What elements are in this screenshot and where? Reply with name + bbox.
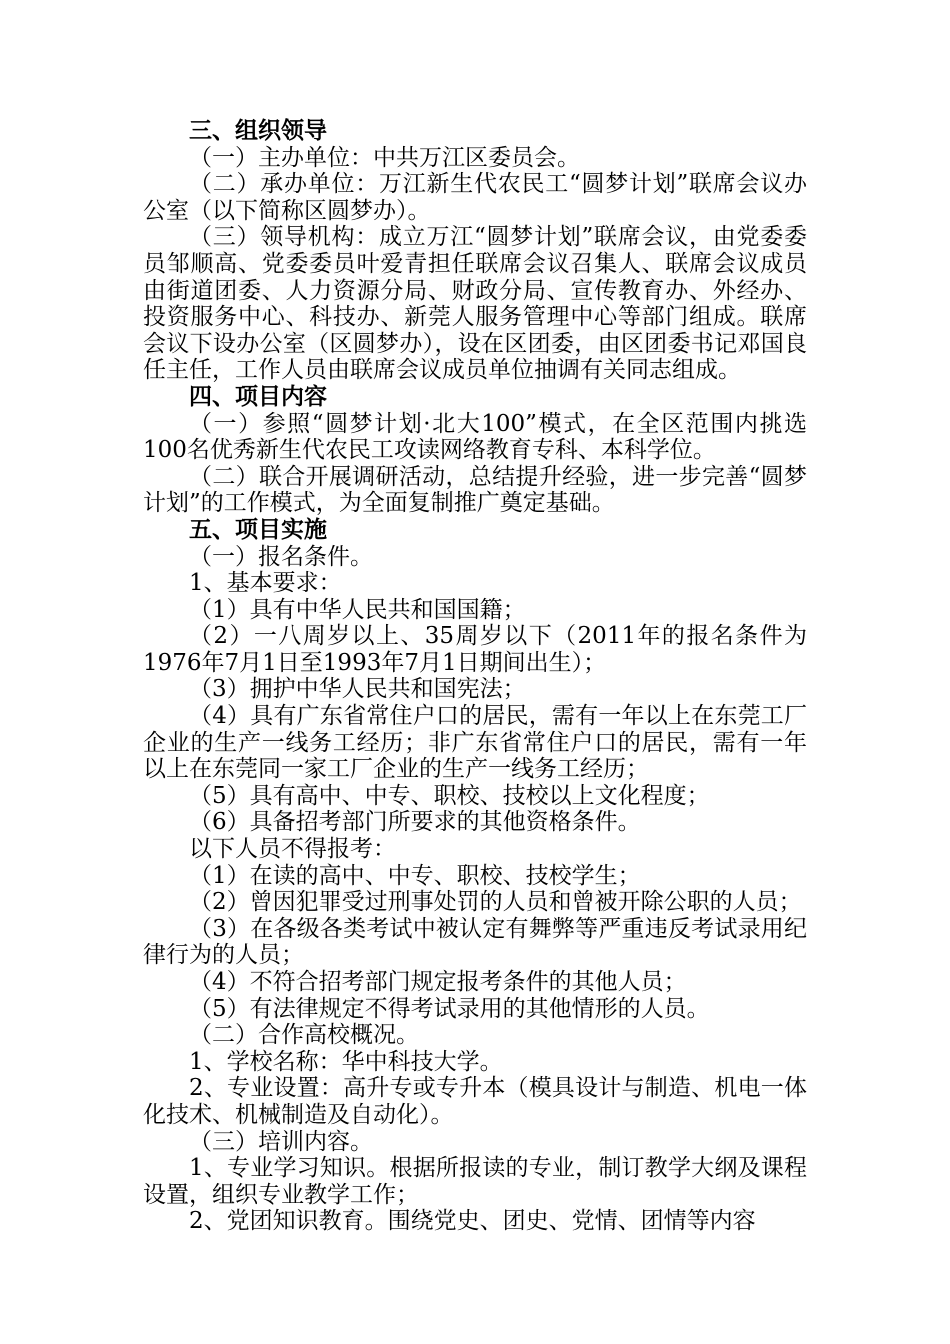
body-paragraph: （4）具有广东省常住户口的居民，需有一年以上在东莞工厂企业的生产一线务工经历；非广东省常住户口的居民，需有一年以上在东莞同一家工厂企业的生产一线务工经历； (143, 703, 807, 783)
body-paragraph: （1）在读的高中、中专、职校、技校学生； (189, 862, 641, 889)
body-paragraph: （二）承办单位：万江新生代农民工“圆梦计划”联席会议办公室（以下简称区圆梦办）。 (143, 171, 807, 224)
body-paragraph: （3）在各级各类考试中被认定有舞弊等严重违反考试录用纪律行为的人员； (143, 915, 807, 969)
body-paragraph: （三）领导机构：成立万江“圆梦计划”联席会议，由党委委员邹顺高、党委委员叶爱青担任联席会议召集人、联席会议成员由街道团委、人力资源分局、财政分局、宣传教育办、外经办、投资服务中心、科技办、新莞人服务管理中心等部门组成。联席会议下设办公室（区圆梦办），设在区团委，由区团委书记邓国良任主任，工作人员由联席会议成员单位抽调有关同志组成。 (143, 224, 807, 384)
body-paragraph: （5）有法律规定不得考试录用的其他情形的人员。 (189, 995, 710, 1022)
body-paragraph: （2）一八周岁以上、35周岁以下（2011年的报名条件为1976年7月1日至1993年7月1日期间出生）； (143, 623, 807, 676)
body-paragraph: 1、专业学习知识。根据所报读的专业，制订教学大纲及课程设置，组织专业教学工作； (143, 1155, 807, 1208)
document-body (143, 118, 807, 1235)
body-paragraph: （6）具备招考部门所要求的其他资格条件。 (189, 809, 641, 836)
section-heading: 四、项目内容 (189, 382, 327, 410)
body-paragraph: （一）主办单位：中共万江区委员会。 (189, 144, 580, 171)
body-paragraph: （5）具有高中、中专、职校、技校以上文化程度； (189, 782, 710, 809)
body-paragraph: （3）拥护中华人民共和国宪法； (189, 676, 526, 703)
body-paragraph: 2、党团知识教育。围绕党史、团史、党情、团情等内容 (189, 1208, 756, 1235)
body-paragraph: （二）联合开展调研活动，总结提升经验，进一步完善“圆梦计划”的工作模式，为全面复制推广奠定基础。 (143, 463, 807, 517)
body-paragraph: 2、专业设置：高升专或专升本（模具设计与制造、机电一体化技术、机械制造及自动化）。 (143, 1075, 807, 1128)
body-paragraph: （一）报名条件。 (189, 543, 373, 570)
body-paragraph: （1）具有中华人民共和国国籍； (189, 596, 526, 623)
body-paragraph: 1、基本要求： (189, 570, 342, 597)
body-paragraph: （一）参照“圆梦计划·北大100”模式，在全区范围内挑选100名优秀新生代农民工攻读网络教育专科、本科学位。 (143, 410, 807, 464)
section-heading: 三、组织领导 (189, 117, 327, 144)
body-paragraph: （2）曾因犯罪受过刑事处罚的人员和曾被开除公职的人员； (189, 889, 802, 916)
body-paragraph: 1、学校名称：华中科技大学。 (189, 1048, 503, 1075)
body-paragraph: 以下人员不得报考： (189, 836, 396, 863)
section-heading: 五、项目实施 (189, 515, 327, 543)
body-paragraph: （二）合作高校概况。 (189, 1022, 419, 1049)
body-paragraph: （4）不符合招考部门规定报考条件的其他人员； (189, 969, 687, 995)
body-paragraph: （三）培训内容。 (189, 1128, 373, 1155)
